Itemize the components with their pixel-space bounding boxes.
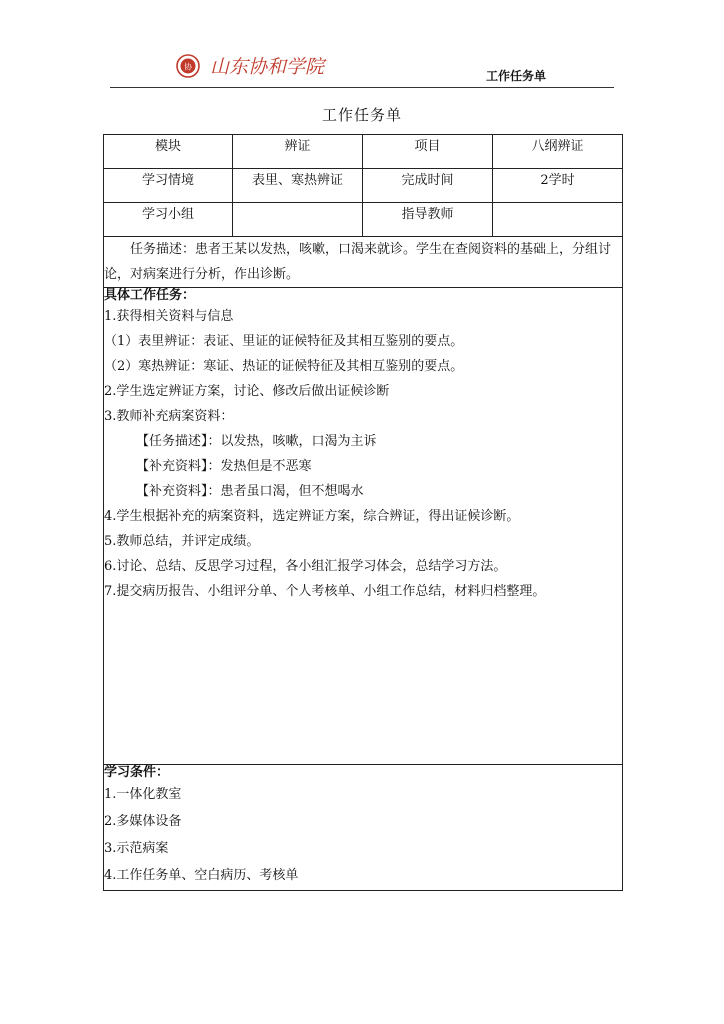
teacher-value[interactable] [493, 203, 623, 237]
list-item: 4.学生根据补充的病案资料，选定辨证方案，综合辨证，得出证候诊断。 [104, 509, 520, 524]
task-description: 任务描述：患者王某以发热，咳嗽，口渴来就诊。学生在查阅资料的基础上，分组讨论，对病案进行分析，作出诊断。 [104, 237, 623, 288]
list-item: 【补充资料】：发热但是不恶寒 [136, 459, 312, 474]
svg-text:协: 协 [184, 62, 192, 72]
list-item: 5.教师总结，并评定成绩。 [104, 534, 260, 549]
module-label: 模块 [104, 135, 233, 169]
doc-type-label: 工作任务单 [486, 69, 547, 83]
task-sheet-table [103, 134, 623, 891]
scenario-value: 表里、寒热辨证 [233, 169, 363, 203]
project-value: 八纲辨证 [493, 135, 623, 169]
svg-text:山东协和学院: 山东协和学院 [210, 56, 325, 78]
table-row [104, 765, 623, 891]
list-item: 【补充资料】：患者虽口渴，但不想喝水 [136, 484, 364, 499]
school-name-logo [210, 52, 325, 80]
page-header [0, 0, 724, 90]
teacher-label: 指导教师 [363, 203, 493, 237]
module-value: 辨证 [233, 135, 363, 169]
school-seal-icon [176, 54, 200, 78]
table-row [104, 169, 623, 203]
list-item: 【任务描述】：以发热，咳嗽，口渴为主诉 [136, 434, 377, 449]
list-item: 3.示范病案 [104, 841, 169, 856]
list-item: 6.讨论、总结、反思学习过程，各小组汇报学习体会，总结学习方法。 [104, 559, 507, 574]
duration-label: 完成时间 [363, 169, 493, 203]
list-item: 2.多媒体设备 [104, 814, 182, 829]
duration-value: 2学时 [493, 169, 623, 203]
group-label: 学习小组 [104, 203, 233, 237]
scenario-label: 学习情境 [104, 169, 233, 203]
list-item: 2.学生选定辨证方案，讨论、修改后做出证候诊断 [104, 384, 390, 399]
list-item: （1）表里辨证：表证、里证的证候特征及其相互鉴别的要点。 [104, 334, 464, 349]
list-item: 1.一体化教室 [104, 787, 182, 802]
specific-tasks-heading: 具体工作任务： [104, 288, 196, 303]
specific-tasks-section [104, 288, 623, 765]
list-item: 3.教师补充病案资料： [104, 409, 234, 424]
list-item: 7.提交病历报告、小组评分单、个人考核单、小组工作总结，材料归档整理。 [104, 584, 546, 599]
list-item: 4.工作任务单、空白病历、考核单 [104, 868, 299, 883]
table-row [104, 135, 623, 169]
learning-conditions-heading: 学习条件： [104, 765, 170, 780]
group-value[interactable] [233, 203, 363, 237]
project-label: 项目 [363, 135, 493, 169]
table-row [104, 203, 623, 237]
list-item: （2）寒热辨证：寒证、热证的证候特征及其相互鉴别的要点。 [104, 359, 464, 374]
table-row [104, 288, 623, 765]
page-title: 工作任务单 [321, 106, 402, 124]
learning-conditions-section [104, 765, 623, 891]
list-item: 1.获得相关资料与信息 [104, 309, 234, 324]
header-divider [110, 87, 614, 88]
table-row [104, 237, 623, 288]
